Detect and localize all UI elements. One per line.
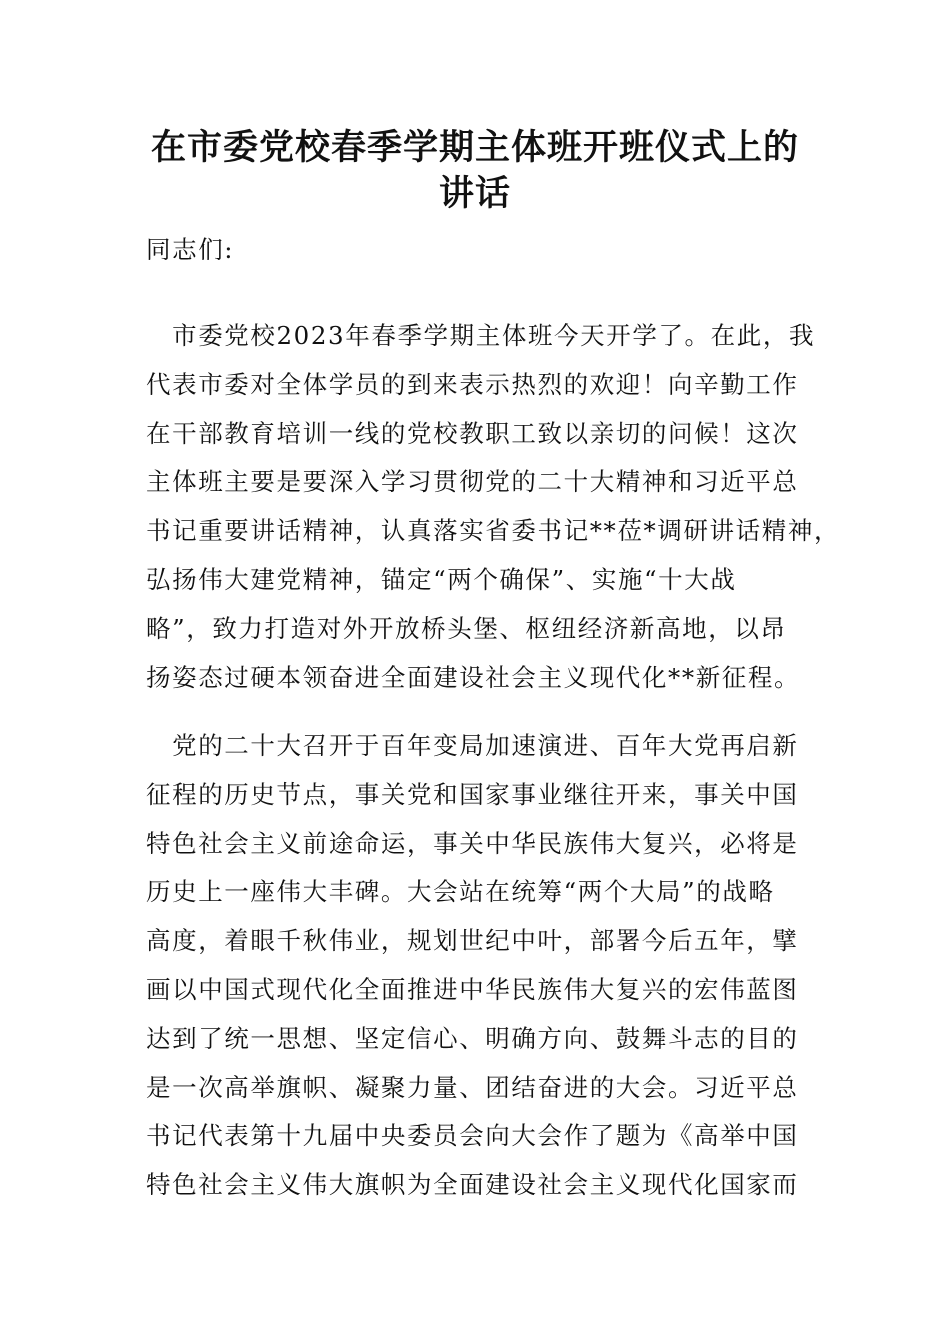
paragraph-2-line: 特色社会主义前途命运，事关中华民族伟大复兴，必将是	[146, 828, 799, 858]
paragraph-2-line: 特色社会主义伟大旗帜为全面建设社会主义现代化国家而	[146, 1170, 799, 1200]
paragraph-2-line: 画以中国式现代化全面推进中华民族伟大复兴的宏伟蓝图	[146, 974, 799, 1004]
paragraph-1-line: 弘扬伟大建党精神，锚定“两个确保”、实施“十大战	[146, 564, 737, 594]
paragraph-2-line: 党的二十大召开于百年变局加速演进、百年大党再启新	[146, 731, 799, 760]
paragraph-2-line: 达到了统一思想、坚定信心、明确方向、鼓舞斗志的目的	[146, 1023, 799, 1053]
paragraph-1-line: 代表市委对全体学员的到来表示热烈的欢迎！向辛勤工作	[146, 369, 799, 399]
paragraph-2-line: 是一次高举旗帜、凝聚力量、团结奋进的大会。习近平总	[146, 1072, 799, 1102]
document-title-line-1: 在市委党校春季学期主体班开班仪式上的	[150, 128, 799, 168]
paragraph-1-line: 扬姿态过硬本领奋进全面建设社会主义现代化**新征程。	[146, 662, 801, 692]
paragraph-1-line: 市委党校2023年春季学期主体班今天开学了。在此，我	[146, 321, 816, 350]
paragraph-2-line: 征程的历史节点，事关党和国家事业继往开来，事关中国	[146, 779, 799, 809]
paragraph-2-line: 书记代表第十九届中央委员会向大会作了题为《高举中国	[146, 1121, 799, 1151]
paragraph-1	[146, 312, 841, 702]
paragraph-1-line: 在干部教育培训一线的党校教职工致以亲切的问候！这次	[146, 418, 799, 448]
paragraph-1-line: 书记重要讲话精神，认真落实省委书记**莅*调研讲话精神，	[146, 516, 841, 546]
paragraph-1-line: 主体班主要是要深入学习贯彻党的二十大精神和习近平总	[146, 467, 799, 497]
paragraph-2-line: 历史上一座伟大丰碑。大会站在统筹“两个大局”的战略	[146, 877, 775, 907]
paragraph-2	[146, 722, 806, 1210]
salutation: 同志们:	[146, 235, 235, 264]
paragraph-1-line: 略”，致力打造对外开放桥头堡、枢纽经济新高地，以昂	[146, 613, 787, 643]
document-title-line-2: 讲话	[438, 174, 511, 214]
paragraph-2-line: 高度，着眼千秋伟业，规划世纪中叶，部署今后五年，擘	[146, 926, 799, 956]
